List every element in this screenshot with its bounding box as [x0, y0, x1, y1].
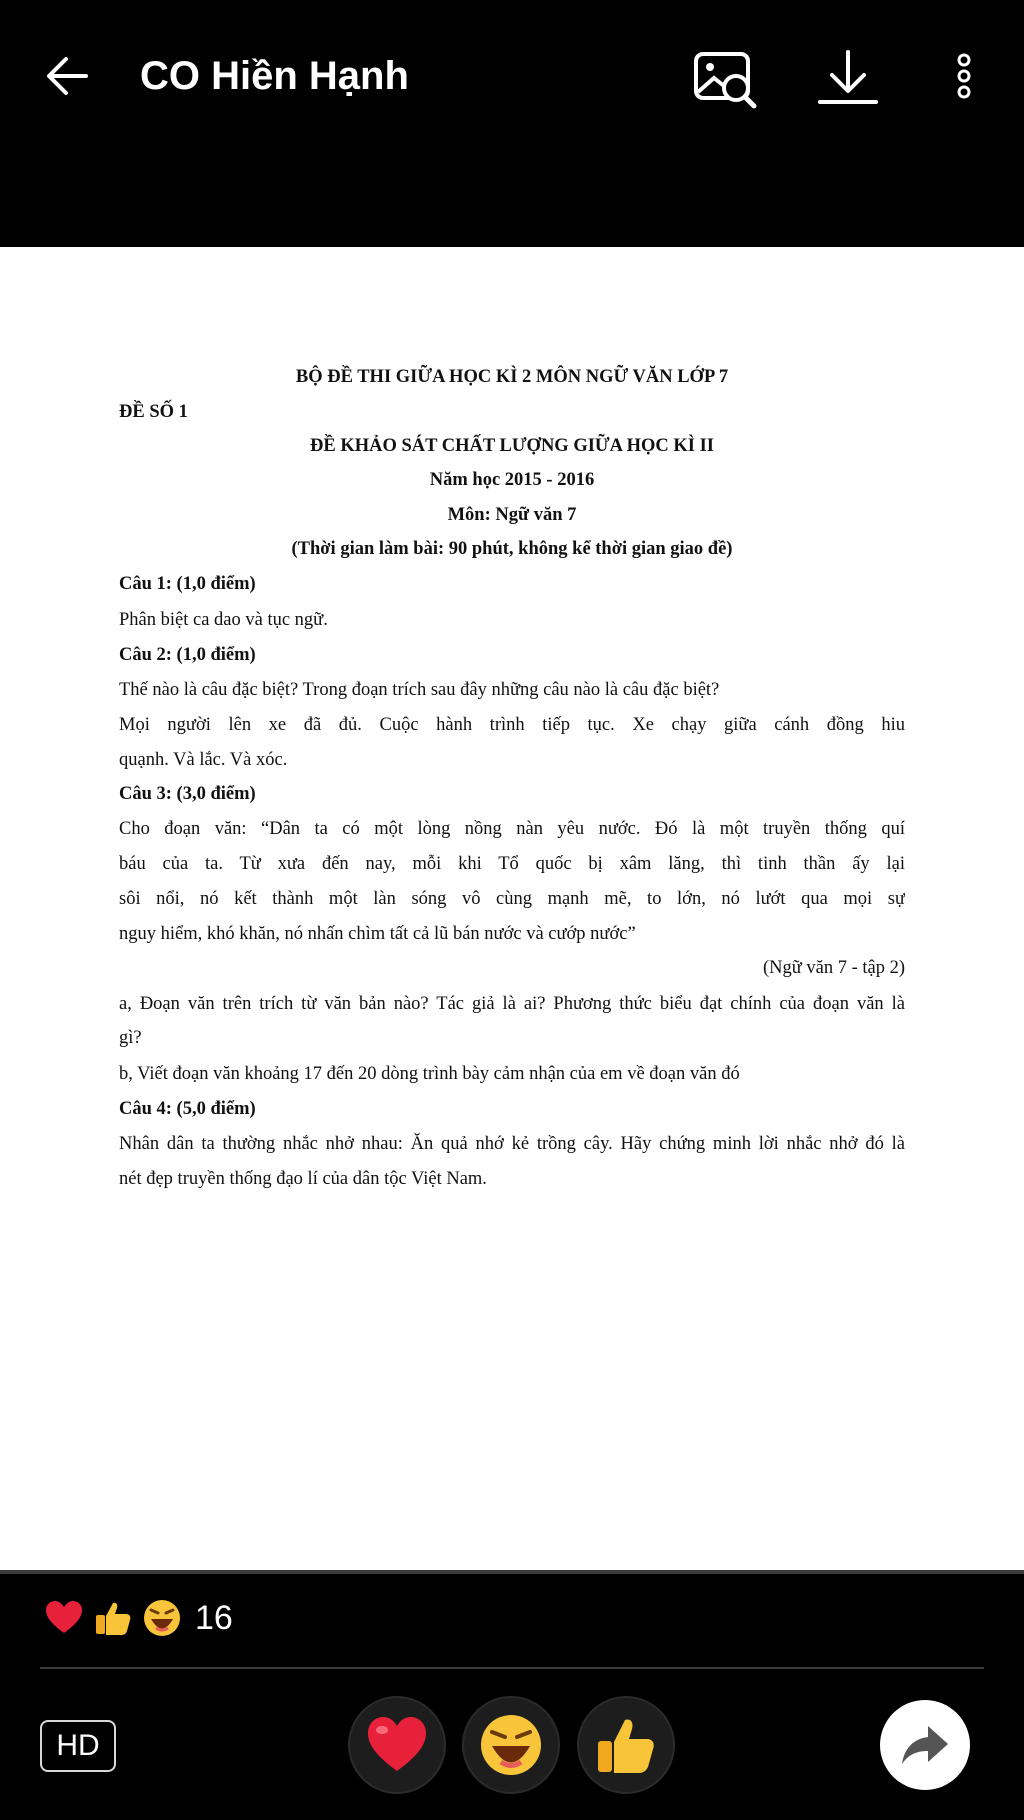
sender-name: CO Hiền Hạnh [140, 54, 409, 98]
doc-question-3-passage: sôi nổi, nó kết thành một làn sóng vô cùng mạnh mẽ, to lớn, nó lướt qua mọi sự [119, 889, 905, 909]
divider [40, 1667, 984, 1669]
haha-reaction-button[interactable] [462, 1696, 560, 1794]
heart-icon [44, 1598, 84, 1638]
download-icon[interactable] [812, 46, 884, 114]
doc-question-3-passage: nguy hiểm, khó khăn, nó nhấn chìm tất cả lũ bán nước và cướp nước” [119, 924, 636, 944]
thumbs-up-icon [594, 1713, 658, 1777]
doc-question-3-part-b: b, Viết đoạn văn khoảng 17 đến 20 dòng trình bày cảm nhận của em về đoạn văn đó [119, 1064, 740, 1084]
bottom-bar [0, 1570, 1024, 1820]
thumbs-up-icon [93, 1598, 133, 1638]
doc-question-2-excerpt: Mọi người lên xe đã đủ. Cuộc hành trình tiếp tục. Xe chạy giữa cánh đồng hiu [119, 715, 905, 735]
back-arrow-icon[interactable] [40, 48, 96, 104]
document-image[interactable] [0, 247, 1024, 1570]
doc-question-3-title: Câu 3: (3,0 điểm) [119, 784, 256, 804]
laughing-face-icon [142, 1598, 182, 1638]
laughing-face-icon [479, 1713, 543, 1777]
doc-question-2-text: Thế nào là câu đặc biệt? Trong đoạn trích sau đây những câu nào là câu đặc biệt? [119, 680, 720, 700]
doc-school-year: Năm học 2015 - 2016 [429, 470, 595, 490]
doc-question-2-excerpt: quạnh. Và lắc. Và xóc. [119, 750, 288, 770]
doc-question-3-part-a: gì? [119, 1028, 142, 1048]
reaction-count: 16 [195, 1598, 233, 1637]
love-reaction-button[interactable] [348, 1696, 446, 1794]
doc-exam-title: ĐỀ KHẢO SÁT CHẤT LƯỢNG GIỮA HỌC KÌ II [310, 436, 714, 456]
heart-icon [365, 1713, 429, 1777]
doc-question-4-title: Câu 4: (5,0 điểm) [119, 1099, 256, 1119]
doc-question-3-passage: Cho đoạn văn: “Dân ta có một lòng nồng nàn yêu nước. Đó là một truyền thống quí [119, 819, 905, 839]
share-arrow-icon [898, 1718, 952, 1772]
doc-question-3-passage: báu của ta. Từ xưa đến nay, mỗi khi Tổ quốc bị xâm lăng, thì tinh thần ấy lại [119, 854, 905, 874]
doc-exam-number: ĐỀ SỐ 1 [119, 402, 188, 422]
divider [0, 1570, 1024, 1574]
doc-question-3-source: (Ngữ văn 7 - tập 2) [762, 958, 905, 978]
top-bar [0, 0, 1024, 247]
hd-button[interactable]: HD [40, 1720, 116, 1772]
image-search-icon[interactable] [690, 46, 762, 114]
doc-time-note: (Thời gian làm bài: 90 phút, không kể thời gian giao đề) [291, 539, 733, 559]
doc-question-1-title: Câu 1: (1,0 điểm) [119, 574, 256, 594]
reaction-summary[interactable] [44, 1594, 233, 1642]
doc-question-4-text: Nhân dân ta thường nhắc nhở nhau: Ăn quả nhớ kẻ trồng cây. Hãy chứng minh lời nhắc nhở đó là [119, 1134, 905, 1154]
doc-question-2-title: Câu 2: (1,0 điểm) [119, 645, 256, 665]
doc-heading: BỘ ĐỀ THI GIỮA HỌC KÌ 2 MÔN NGỮ VĂN LỚP 7 [295, 367, 729, 387]
doc-subject: Môn: Ngữ văn 7 [447, 505, 577, 525]
more-vertical-icon[interactable] [944, 46, 984, 114]
doc-question-1-text: Phân biệt ca dao và tục ngữ. [119, 610, 328, 630]
doc-question-4-text: nét đẹp truyền thống đạo lí của dân tộc Việt Nam. [119, 1169, 487, 1189]
share-button[interactable] [880, 1700, 970, 1790]
doc-question-3-part-a: a, Đoạn văn trên trích từ văn bản nào? Tác giả là ai? Phương thức biểu đạt chính của đoạn văn là [119, 994, 905, 1014]
like-reaction-button[interactable] [577, 1696, 675, 1794]
